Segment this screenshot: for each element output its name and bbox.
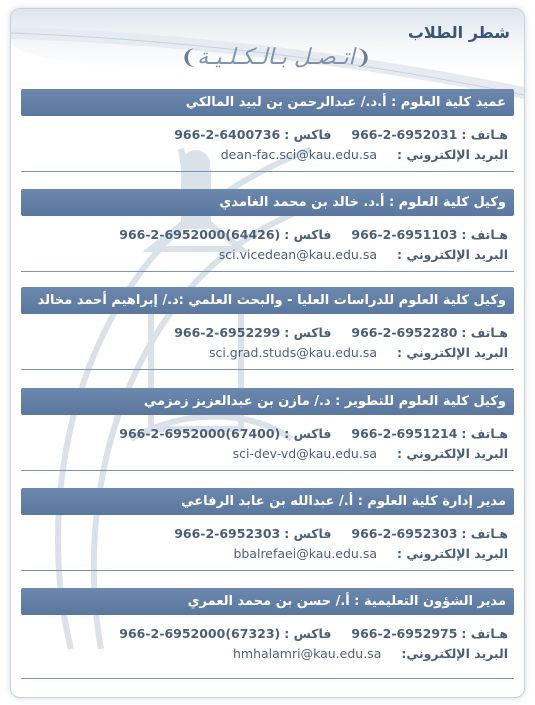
fax-label: فاكس : (284, 325, 332, 340)
phone-label: هـاتف : (461, 626, 508, 641)
phone-fax-line (21, 524, 514, 544)
fax-number: 966-2-6952000(67323) (119, 626, 281, 641)
entry-dean (21, 89, 514, 172)
section-title: شطر الطلاب (407, 23, 510, 42)
contact-heading (161, 45, 391, 79)
phone-label: هـاتف : (461, 426, 508, 441)
email-link[interactable]: bbalrefaei@kau.edu.sa (233, 546, 377, 561)
email-line (21, 444, 514, 464)
phone-fax-line (21, 624, 514, 644)
entry-vice-dean-graduate-studies (21, 287, 514, 370)
phone-fax-line (21, 225, 514, 245)
entry-title: وكيل كلية العلوم للتطوير : د./ مازن بن عبدالعزيز زمزمي (21, 388, 514, 415)
phone-number: 966-2-6951103 (351, 227, 458, 242)
email-link[interactable]: sci.vicedean@kau.edu.sa (218, 247, 377, 262)
phone-fax-line (21, 323, 514, 343)
email-label: البريد الإلكتروني : (396, 247, 508, 262)
email-label: البريد الإلكتروني : (396, 546, 508, 561)
email-label: البريد الإلكتروني: (401, 646, 508, 661)
brace-right-icon: ❨ (354, 45, 372, 69)
phone-fax-line (21, 424, 514, 444)
phone-label: هـاتف : (461, 325, 508, 340)
divider (21, 470, 514, 471)
phone-fax-line (21, 125, 514, 145)
fax-number: 966-2-6952299 (174, 325, 281, 340)
entry-title: عميد كلية العلوم : أ.د./ عبدالرحمن بن لبيد المالكي (21, 89, 514, 116)
entry-title: وكيل كلية العلوم : أ.د. خالد بن محمد الغامدي (21, 189, 514, 216)
entry-vice-dean (21, 189, 514, 272)
fax-label: فاكس : (284, 626, 332, 641)
entry-title: مدير الشؤون التعليمية : أ./ حسن بن محمد العمري (21, 588, 514, 615)
fax-number: 966-2-6400736 (174, 127, 281, 142)
phone-number: 966-2-6952031 (351, 127, 458, 142)
divider (21, 271, 514, 272)
email-label: البريد الإلكتروني : (396, 147, 508, 162)
entry-administration-director (21, 488, 514, 571)
fax-number: 966-2-6952303 (174, 526, 281, 541)
brace-left-icon: ❩ (180, 45, 198, 69)
entry-academic-affairs-director (21, 588, 514, 679)
email-line (21, 644, 514, 664)
phone-number: 966-2-6952975 (351, 626, 458, 641)
phone-number: 966-2-6952303 (351, 526, 458, 541)
fax-label: فاكس : (284, 227, 332, 242)
entry-title: مدير إدارة كلية العلوم : أ./ عبدالله بن عابد الرفاعي (21, 488, 514, 515)
fax-number: 966-2-6952000(67400) (119, 426, 281, 441)
phone-label: هـاتف : (461, 526, 508, 541)
contact-card (10, 8, 525, 698)
divider (21, 369, 514, 370)
email-link[interactable]: sci.grad.studs@kau.edu.sa (208, 345, 377, 360)
fax-label: فاكس : (284, 127, 332, 142)
fax-label: فاكس : (284, 426, 332, 441)
email-link[interactable]: sci-dev-vd@kau.edu.sa (232, 446, 377, 461)
email-label: البريد الإلكتروني : (396, 345, 508, 360)
email-link[interactable]: dean-fac.sci@kau.edu.sa (220, 147, 377, 162)
email-line (21, 544, 514, 564)
divider (21, 171, 514, 172)
entry-title: وكيل كلية العلوم للدراسات العليا - والبحث العلمي :د./ إبراهيم أحمد مخالد (21, 287, 514, 314)
fax-number: 966-2-6952000(64426) (119, 227, 281, 242)
divider (21, 678, 514, 679)
phone-label: هـاتف : (461, 227, 508, 242)
email-line (21, 343, 514, 363)
phone-number: 966-2-6951214 (351, 426, 458, 441)
email-label: البريد الإلكتروني : (396, 446, 508, 461)
entry-vice-dean-development (21, 388, 514, 471)
email-line (21, 245, 514, 265)
phone-number: 966-2-6952280 (351, 325, 458, 340)
contact-heading-text: اتـصـل بـالـكـلـيـة (197, 45, 355, 70)
email-line (21, 145, 514, 165)
email-link[interactable]: hmhalamri@kau.edu.sa (232, 646, 382, 661)
divider (21, 570, 514, 571)
phone-label: هـاتف : (461, 127, 508, 142)
fax-label: فاكس : (284, 526, 332, 541)
